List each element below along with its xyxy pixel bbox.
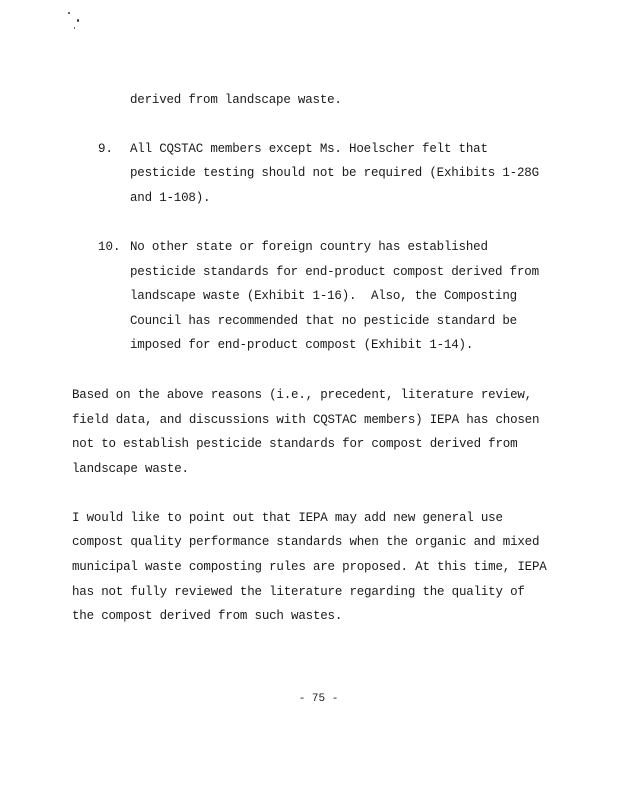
item-number: 10. (98, 240, 121, 254)
item-line: landscape waste (Exhibit 1-16). Also, the Composting (130, 289, 517, 303)
paragraph-line: compost quality performance standards when the organic and mixed (72, 535, 540, 549)
scan-speck (77, 19, 79, 22)
item-number: 9. (98, 142, 114, 156)
paragraph-line: landscape waste. (72, 462, 189, 476)
item-line: pesticide standards for end-product compost derived from (130, 265, 539, 279)
paragraph-line: not to establish pesticide standards for compost derived from (72, 437, 518, 451)
page-number: - 75 - (298, 693, 339, 705)
item-line: pesticide testing should not be required (Exhibits 1-28G (130, 166, 539, 180)
item-line: No other state or foreign country has established (130, 240, 488, 254)
item-line: and 1-108). (130, 191, 211, 205)
paragraph-line: Based on the above reasons (i.e., precedent, literature review, (72, 388, 532, 402)
paragraph-line: field data, and discussions with CQSTAC members) IEPA has chosen (72, 413, 540, 427)
scan-speck (68, 12, 70, 14)
item-line: All CQSTAC members except Ms. Hoelscher felt that (130, 142, 488, 156)
item-line: Council has recommended that no pesticide standard be (130, 314, 517, 328)
paragraph-line: has not fully reviewed the literature regarding the quality of (72, 585, 525, 599)
item-line: imposed for end-product compost (Exhibit 1-14). (130, 338, 474, 352)
paragraph-line: municipal waste composting rules are proposed. At this time, IEPA (72, 560, 547, 574)
paragraph-line: the compost derived from such wastes. (72, 609, 343, 623)
scan-speck (74, 27, 75, 29)
paragraph-line: I would like to point out that IEPA may add new general use (72, 511, 503, 525)
intro-line: derived from landscape waste. (130, 93, 342, 107)
